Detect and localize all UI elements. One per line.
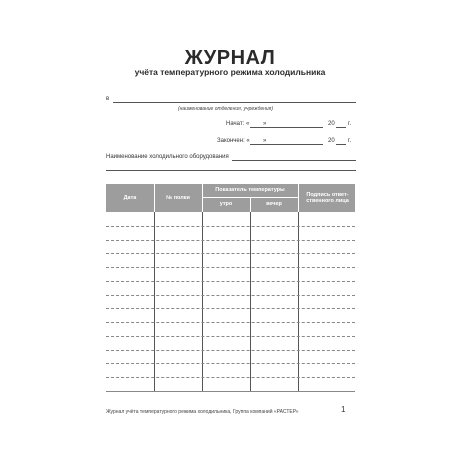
started-month-line: [268, 127, 323, 128]
table-row: [106, 253, 355, 254]
table-row: [106, 295, 355, 296]
started-year-line: [336, 127, 346, 128]
department-hint: (наименование отделения, учреждения): [178, 106, 273, 112]
column-header-evening: вечер: [266, 201, 282, 208]
started-day-line: [250, 127, 268, 128]
ended-label: Закончен: «: [217, 138, 250, 144]
ended-year-suffix: г.: [348, 138, 352, 144]
ended-month-line: [268, 144, 323, 145]
ended-year-line: [336, 144, 346, 145]
equipment-line-1: [232, 160, 356, 161]
in-label: в: [106, 96, 110, 102]
header-divider: [298, 184, 299, 212]
page-number: 1: [341, 405, 346, 414]
table-row: [106, 350, 355, 351]
table-row: [106, 226, 355, 227]
table-row: [106, 391, 355, 392]
equipment-label: Наименование холодильного оборудования: [106, 154, 229, 160]
started-year-prefix: 20: [328, 121, 335, 127]
column-header-morning: утро: [219, 201, 233, 208]
column-header-date: Дата: [123, 194, 137, 201]
table-row: [106, 267, 355, 268]
ended-day-line: [250, 144, 268, 145]
table-row: [106, 308, 355, 309]
page-title: ЖУРНАЛ: [184, 47, 276, 69]
table-row: [106, 240, 355, 241]
table-row: [106, 336, 355, 337]
started-label: Начат: «: [226, 121, 250, 127]
equipment-line-2: [106, 170, 356, 171]
table-row: [106, 322, 355, 323]
ended-quote-close: »: [263, 138, 267, 144]
temperature-table: [106, 184, 355, 391]
column-header-signature: Подпись ответ- ственного лица: [306, 191, 349, 204]
table-row: [106, 377, 355, 378]
started-quote-close: »: [263, 121, 267, 127]
table-row: [106, 363, 355, 364]
page-subtitle: учёта температурного режима холодильника: [134, 67, 326, 77]
column-header-shelf: № полки: [166, 194, 190, 201]
table-row: [106, 281, 355, 282]
started-year-suffix: г.: [348, 121, 352, 127]
department-line: [113, 102, 356, 103]
footer-text: Журнал учёта температурного режима холодильника, Группа компаний «РАСТЕР»: [106, 409, 299, 415]
column-header-temperature: Показатель температуры: [215, 187, 285, 194]
ended-year-prefix: 20: [328, 138, 335, 144]
